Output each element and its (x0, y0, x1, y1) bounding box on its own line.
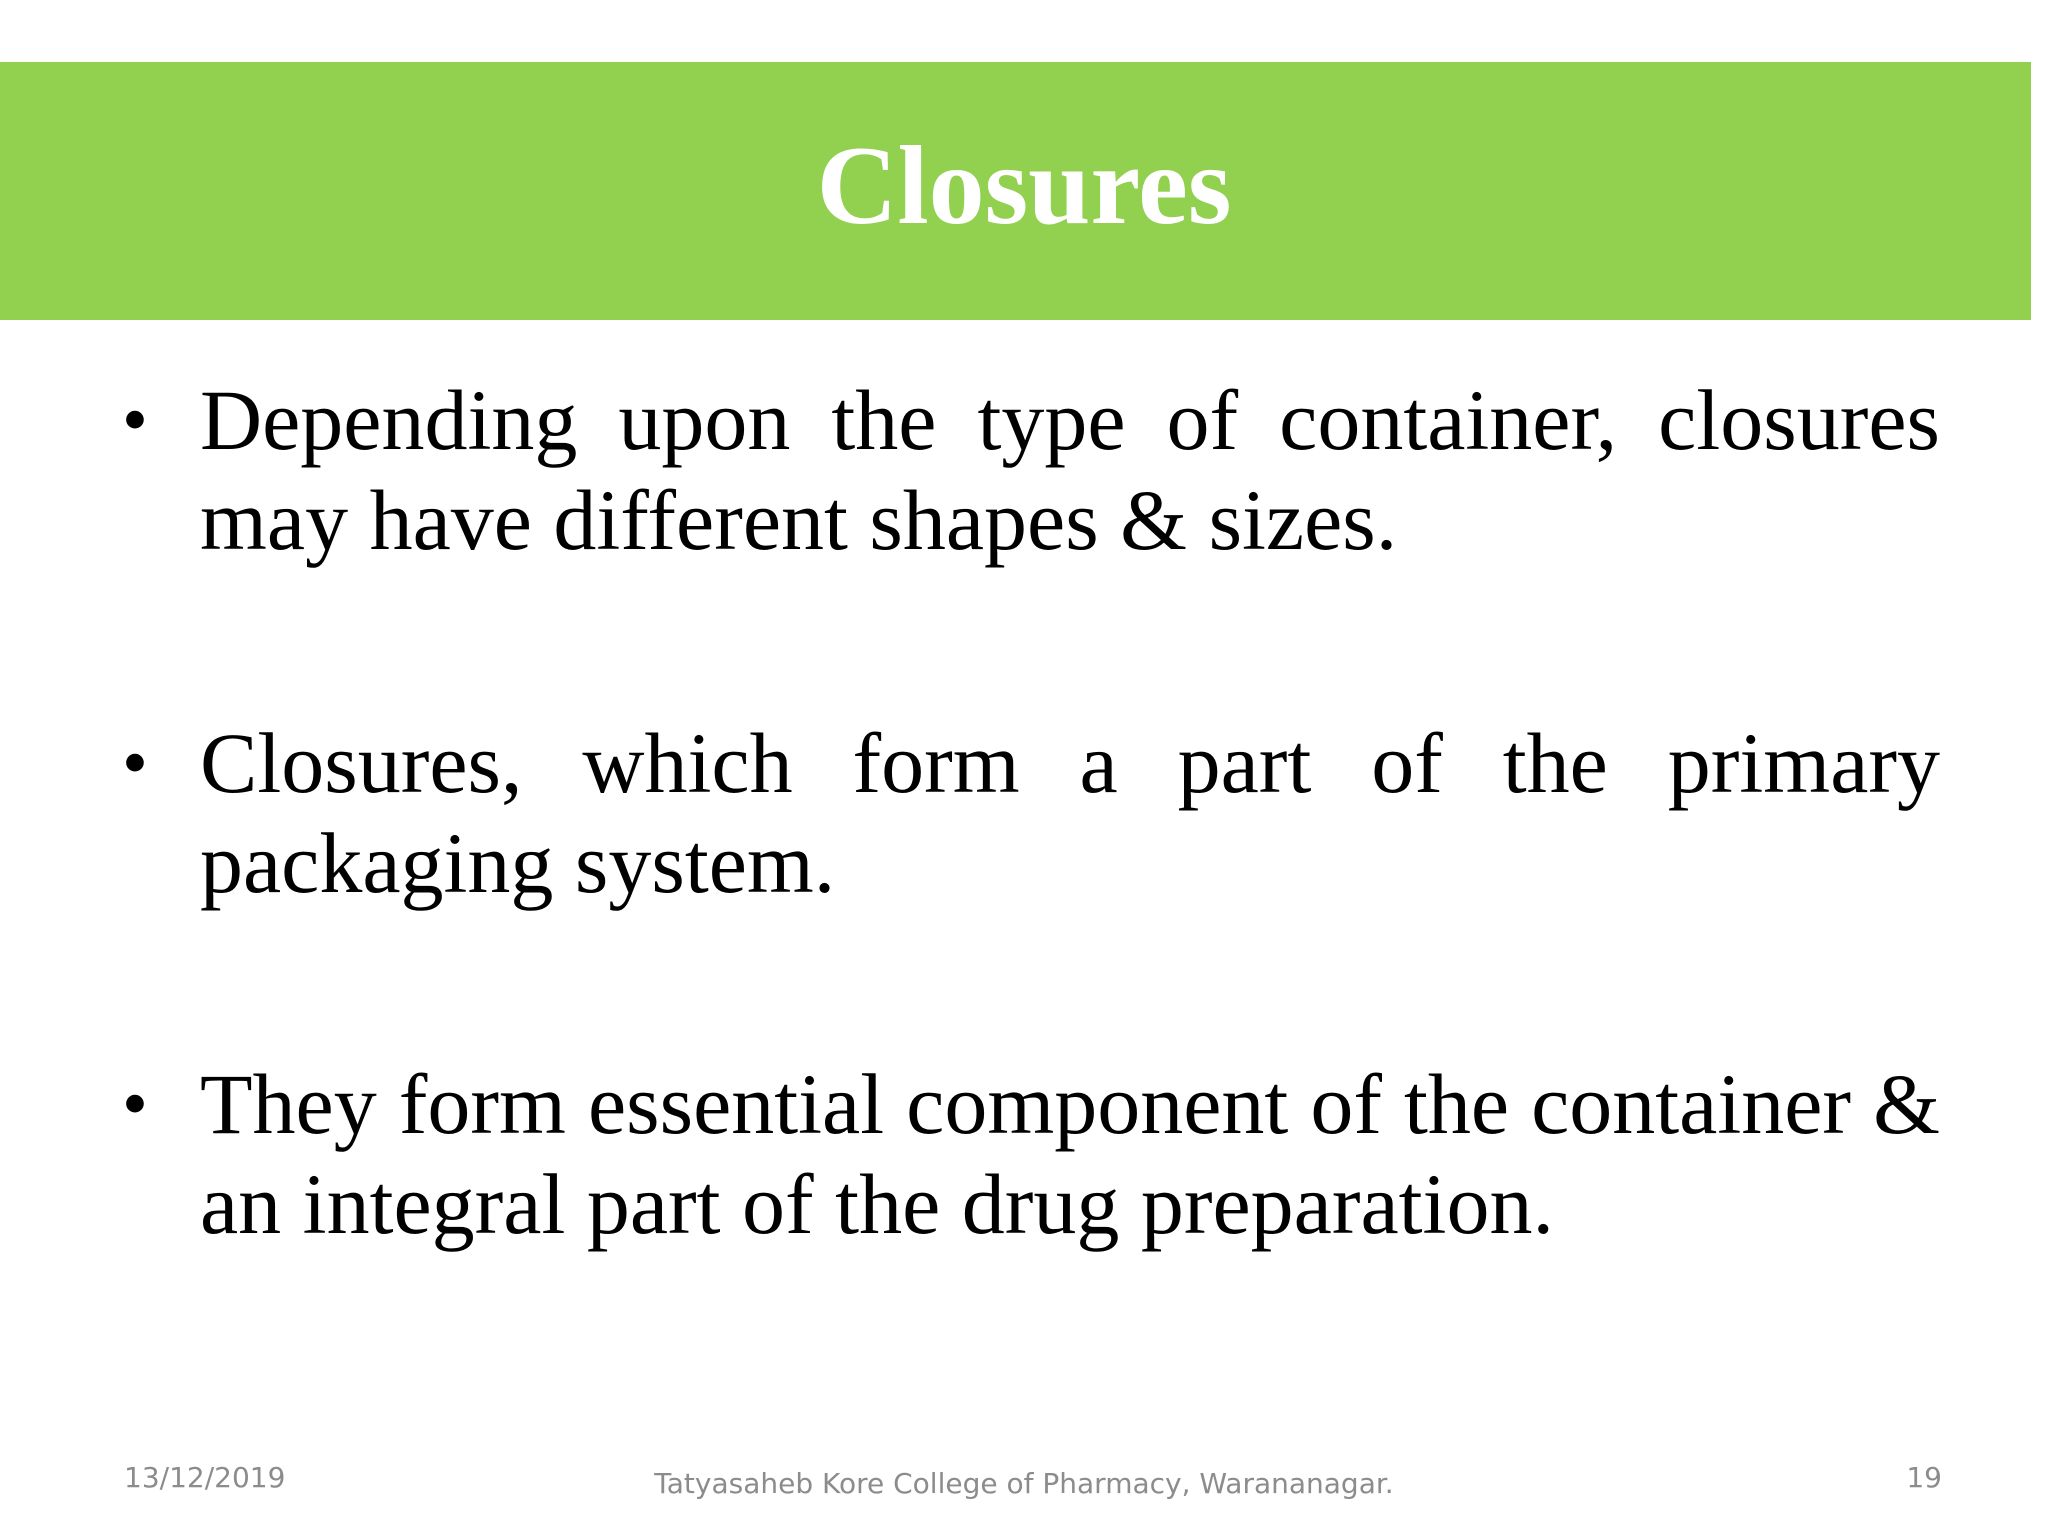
bullet-text-2: Closures, which form a part of the primary packaging system. (200, 715, 1940, 911)
bullet-item-3 (122, 1054, 1940, 1254)
bullet-dot-icon: • (122, 722, 148, 804)
slide-title: Closures (816, 124, 1232, 248)
bullet-item-1 (122, 370, 1940, 570)
footer-date: 13/12/2019 (124, 1461, 286, 1494)
bullet-item-2 (122, 713, 1940, 913)
footer-page-number: 19 (1906, 1461, 1942, 1494)
bullet-dot-icon: • (122, 379, 148, 461)
bullet-text-3: They form essential component of the container & an integral part of the drug preparation. (200, 1056, 1940, 1252)
bullet-text-1: Depending upon the type of container, closures may have different shapes & sizes. (200, 372, 1940, 568)
footer-institution: Tatyasaheb Kore College of Pharmacy, Warananagar. (654, 1467, 1394, 1500)
bullet-dot-icon: • (122, 1063, 148, 1145)
